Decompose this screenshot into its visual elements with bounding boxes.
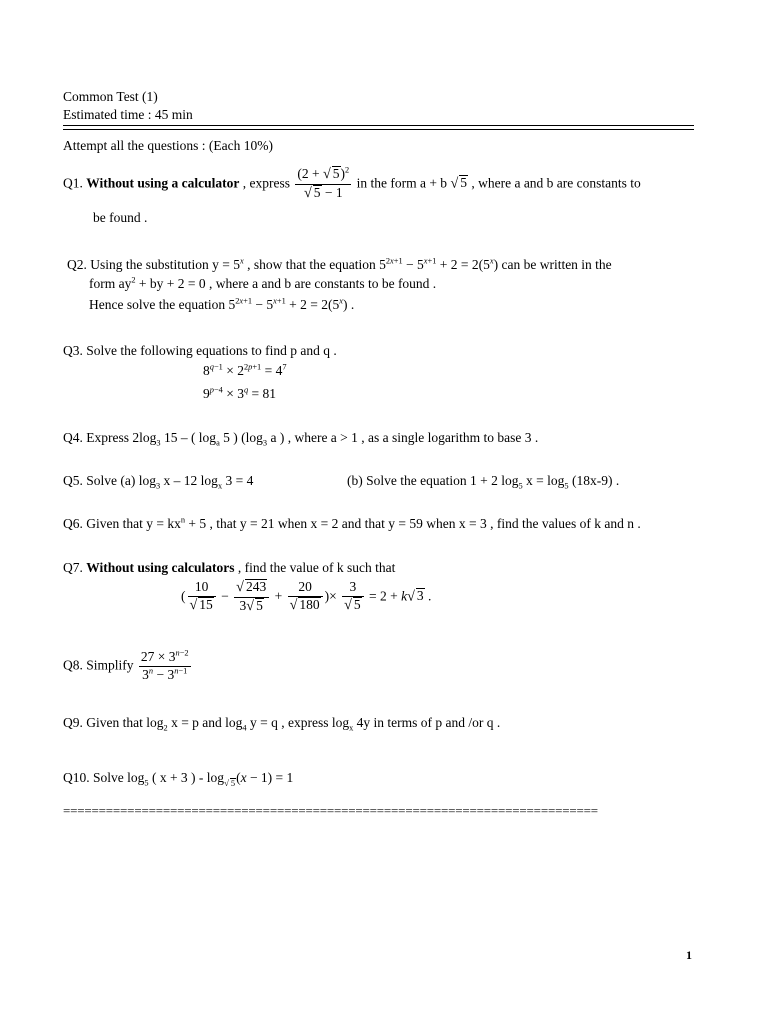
page-number: 1 bbox=[686, 948, 692, 962]
question-2-line-3: Hence solve the equation $5^{2x+1} - 5^{x+1} + 2 = 2(5^x)$ . bbox=[89, 296, 355, 312]
question-9: Q9. Given that $\log_2 x = p$ and $\log_4 y = q$ , express $\log_x 4y$ in terms of p and /or q . bbox=[63, 715, 501, 733]
question-6: Q6. Given that $y = kx^n + 5$ , that y = 21 when x = 2 and that y = 59 when x = 3 , find the values of k and n . bbox=[63, 515, 641, 531]
q3-equation-1: $8^{q-1} \times 2^{2p+1} = 4^7$ bbox=[203, 362, 287, 378]
separator-line: =========================================================================== bbox=[63, 803, 598, 818]
header-rule-top bbox=[63, 125, 694, 126]
q1-fraction: $\frac{(2 + √ 5)^2}{√ 5 - 1}$ bbox=[297, 165, 350, 201]
header-rule-bottom bbox=[63, 129, 694, 130]
estimated-time: Estimated time : 45 min bbox=[63, 107, 193, 122]
question-7: Q7. Without using calculators , find the value of k such that bbox=[63, 560, 396, 575]
question-5b: (b) Solve the equation 1 + 2 $\log_5 x = \log_5 (18x-9)$ . bbox=[347, 473, 620, 491]
question-2-line-2: form $ay^2$ + by + 2 = 0 , where a and b are constants to be found . bbox=[89, 275, 437, 291]
q3-equation-2: $9^{p-4} \times 3^q = 81$ bbox=[203, 385, 277, 401]
test-title: Common Test (1) bbox=[63, 89, 158, 104]
question-2: Q2. Using the substitution $y = 5^x$ , show that the equation $5^{2x+1} - 5^{x+1} + 2 = 2(5^x)$ can be written in the bbox=[67, 256, 612, 272]
question-5a: Q5. Solve (a) $\log_3 x - 12$ $\log_x 3 = 4$ bbox=[63, 473, 254, 491]
q8-fraction: $\frac{27 \times 3^{n-2}}{3^n - 3^{n-1}}$ bbox=[140, 648, 189, 682]
question-4: Q4. Express $2\log_3$ 15 – ( $\log_a 5$ ) ($\log_3$ a ) , where a > 1 , as a single logarithm to base 3 . bbox=[63, 430, 539, 448]
question-1: Q1. Without using a calculator , express $\frac{(2 + √ 5)^2}{√ 5 - 1}$ in the form a + b √ 5 , where a and b are constants to bbox=[63, 165, 641, 201]
question-1-continued: be found . bbox=[93, 210, 148, 225]
q7-equation: ( $\frac{10}{√ 15}$ − $\frac{√ 243}{3√ 5}$ + $\frac{20}{√ 180}$ )× $\frac{3}{√ 5}$ = 2 + k√ 3 . bbox=[181, 579, 432, 614]
question-8: Q8. Simplify $\frac{27 \times 3^{n-2}}{3^n - 3^{n-1}}$ bbox=[63, 648, 189, 682]
question-3: Q3. Solve the following equations to find p and q . bbox=[63, 343, 337, 358]
question-10: Q10. Solve $\log_5$ ( x + 3 ) - $\log_{√ 5}(x - 1) = 1$ bbox=[63, 770, 294, 788]
instructions: Attempt all the questions : (Each 10%) bbox=[63, 138, 273, 153]
